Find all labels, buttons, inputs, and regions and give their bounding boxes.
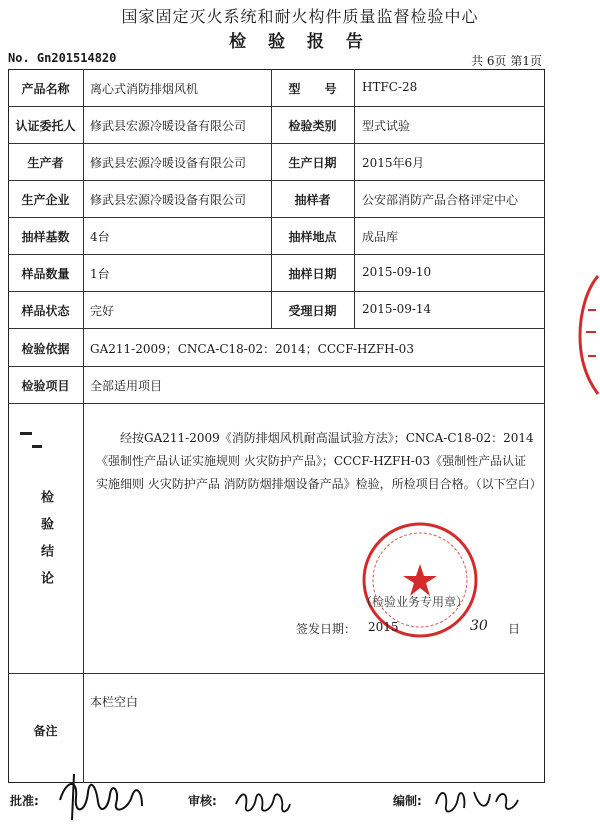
organization-name: 国家固定灭火系统和耐火构件质量监督检验中心 [121,7,479,26]
review-label: 审核: [188,794,217,808]
label-test-items: 检验项目 [21,379,70,393]
row-divider [8,106,545,107]
label-client: 认证委托人 [15,119,76,133]
value-client: 修武县宏源冷暖设备有限公司 [90,119,247,133]
reviewer-signature-icon [232,784,294,818]
label-remarks: 备注 [33,724,58,738]
approver-signature-icon [52,770,150,822]
label-sample-quantity: 样品数量 [21,267,70,281]
value-receive-date: 2015-09-14 [362,302,432,316]
seal-note: （检验业务专用章） [360,595,469,609]
label-sample-location: 抽样地点 [288,230,337,244]
edge-seal-icon [572,270,600,400]
row-divider [8,403,545,404]
value-test-type: 型式试验 [362,119,411,133]
page-info: 共 6页 第1页 [471,54,542,68]
label-manufacturer: 生产企业 [21,193,70,207]
label-sampler: 抽样者 [294,193,331,207]
row-divider [8,366,545,367]
label-product-name: 产品名称 [21,82,70,96]
row-divider [8,143,545,144]
row-divider [8,328,545,329]
compile-label: 编制: [393,794,422,808]
label-receive-date: 受理日期 [288,304,337,318]
value-sample-location: 成品库 [362,230,399,244]
label-sample-status: 样品状态 [21,304,70,318]
value-sample-base: 4台 [90,230,110,244]
row-divider [8,673,545,674]
conclusion-text: 经按GA211-2009《消防排烟风机耐高温试验方法》；CNCA-C18-02：2014《强制性产品认证实施规则 火灾防护产品》；CCCF-HZFH-03《强制性产品认证实施细则 火灾防护产品 消防防烟排烟设备产品》检验，所检项目合格。（以下空白） [96,431,542,491]
value-manufacturer: 修武县宏源冷暖设备有限公司 [90,193,247,207]
row-divider [8,291,545,292]
conclusion-label-text: 检验结论 [38,490,53,598]
scan-mark [32,445,42,448]
approve-label: 批准: [10,794,39,808]
report-number: No. Gn201514820 [8,51,117,65]
column-divider [83,69,84,783]
label-sampling-date: 抽样日期 [288,267,337,281]
row-divider [8,180,545,181]
value-sample-status: 完好 [90,304,115,318]
value-sampling-date: 2015-09-10 [362,265,432,279]
label-model: 型 号 [288,82,337,96]
scan-mark [20,432,32,435]
compiler-signature-icon [430,780,522,820]
label-producer: 生产者 [27,156,64,170]
row-divider [8,217,545,218]
label-test-basis: 检验依据 [21,342,70,356]
report-table [8,69,545,783]
label-test-type: 检验类别 [288,119,337,133]
label-sample-base: 抽样基数 [21,230,70,244]
value-test-items: 全部适用项目 [90,379,163,393]
sign-date-day-suffix: 日 [508,622,521,636]
value-test-basis: GA211-2009；CNCA-C18-02：2014；CCCF-HZFH-03 [90,342,414,356]
value-model: HTFC-28 [362,80,418,94]
sign-date-label: 签发日期： [296,622,357,636]
report-title: 检 验 报 告 [229,32,371,52]
column-divider [354,69,355,328]
value-production-date: 2015年6月 [362,156,425,170]
row-divider [8,254,545,255]
sign-date-day: 30 [470,618,488,634]
sign-date-year: 2015 [368,620,399,634]
value-producer: 修武县宏源冷暖设备有限公司 [90,156,247,170]
label-production-date: 生产日期 [288,156,337,170]
value-remarks: 本栏空白 [90,695,139,709]
value-sampler: 公安部消防产品合格评定中心 [362,193,519,207]
value-sample-quantity: 1台 [90,267,110,281]
value-product-name: 离心式消防排烟风机 [90,82,199,96]
label-conclusion [30,490,60,609]
